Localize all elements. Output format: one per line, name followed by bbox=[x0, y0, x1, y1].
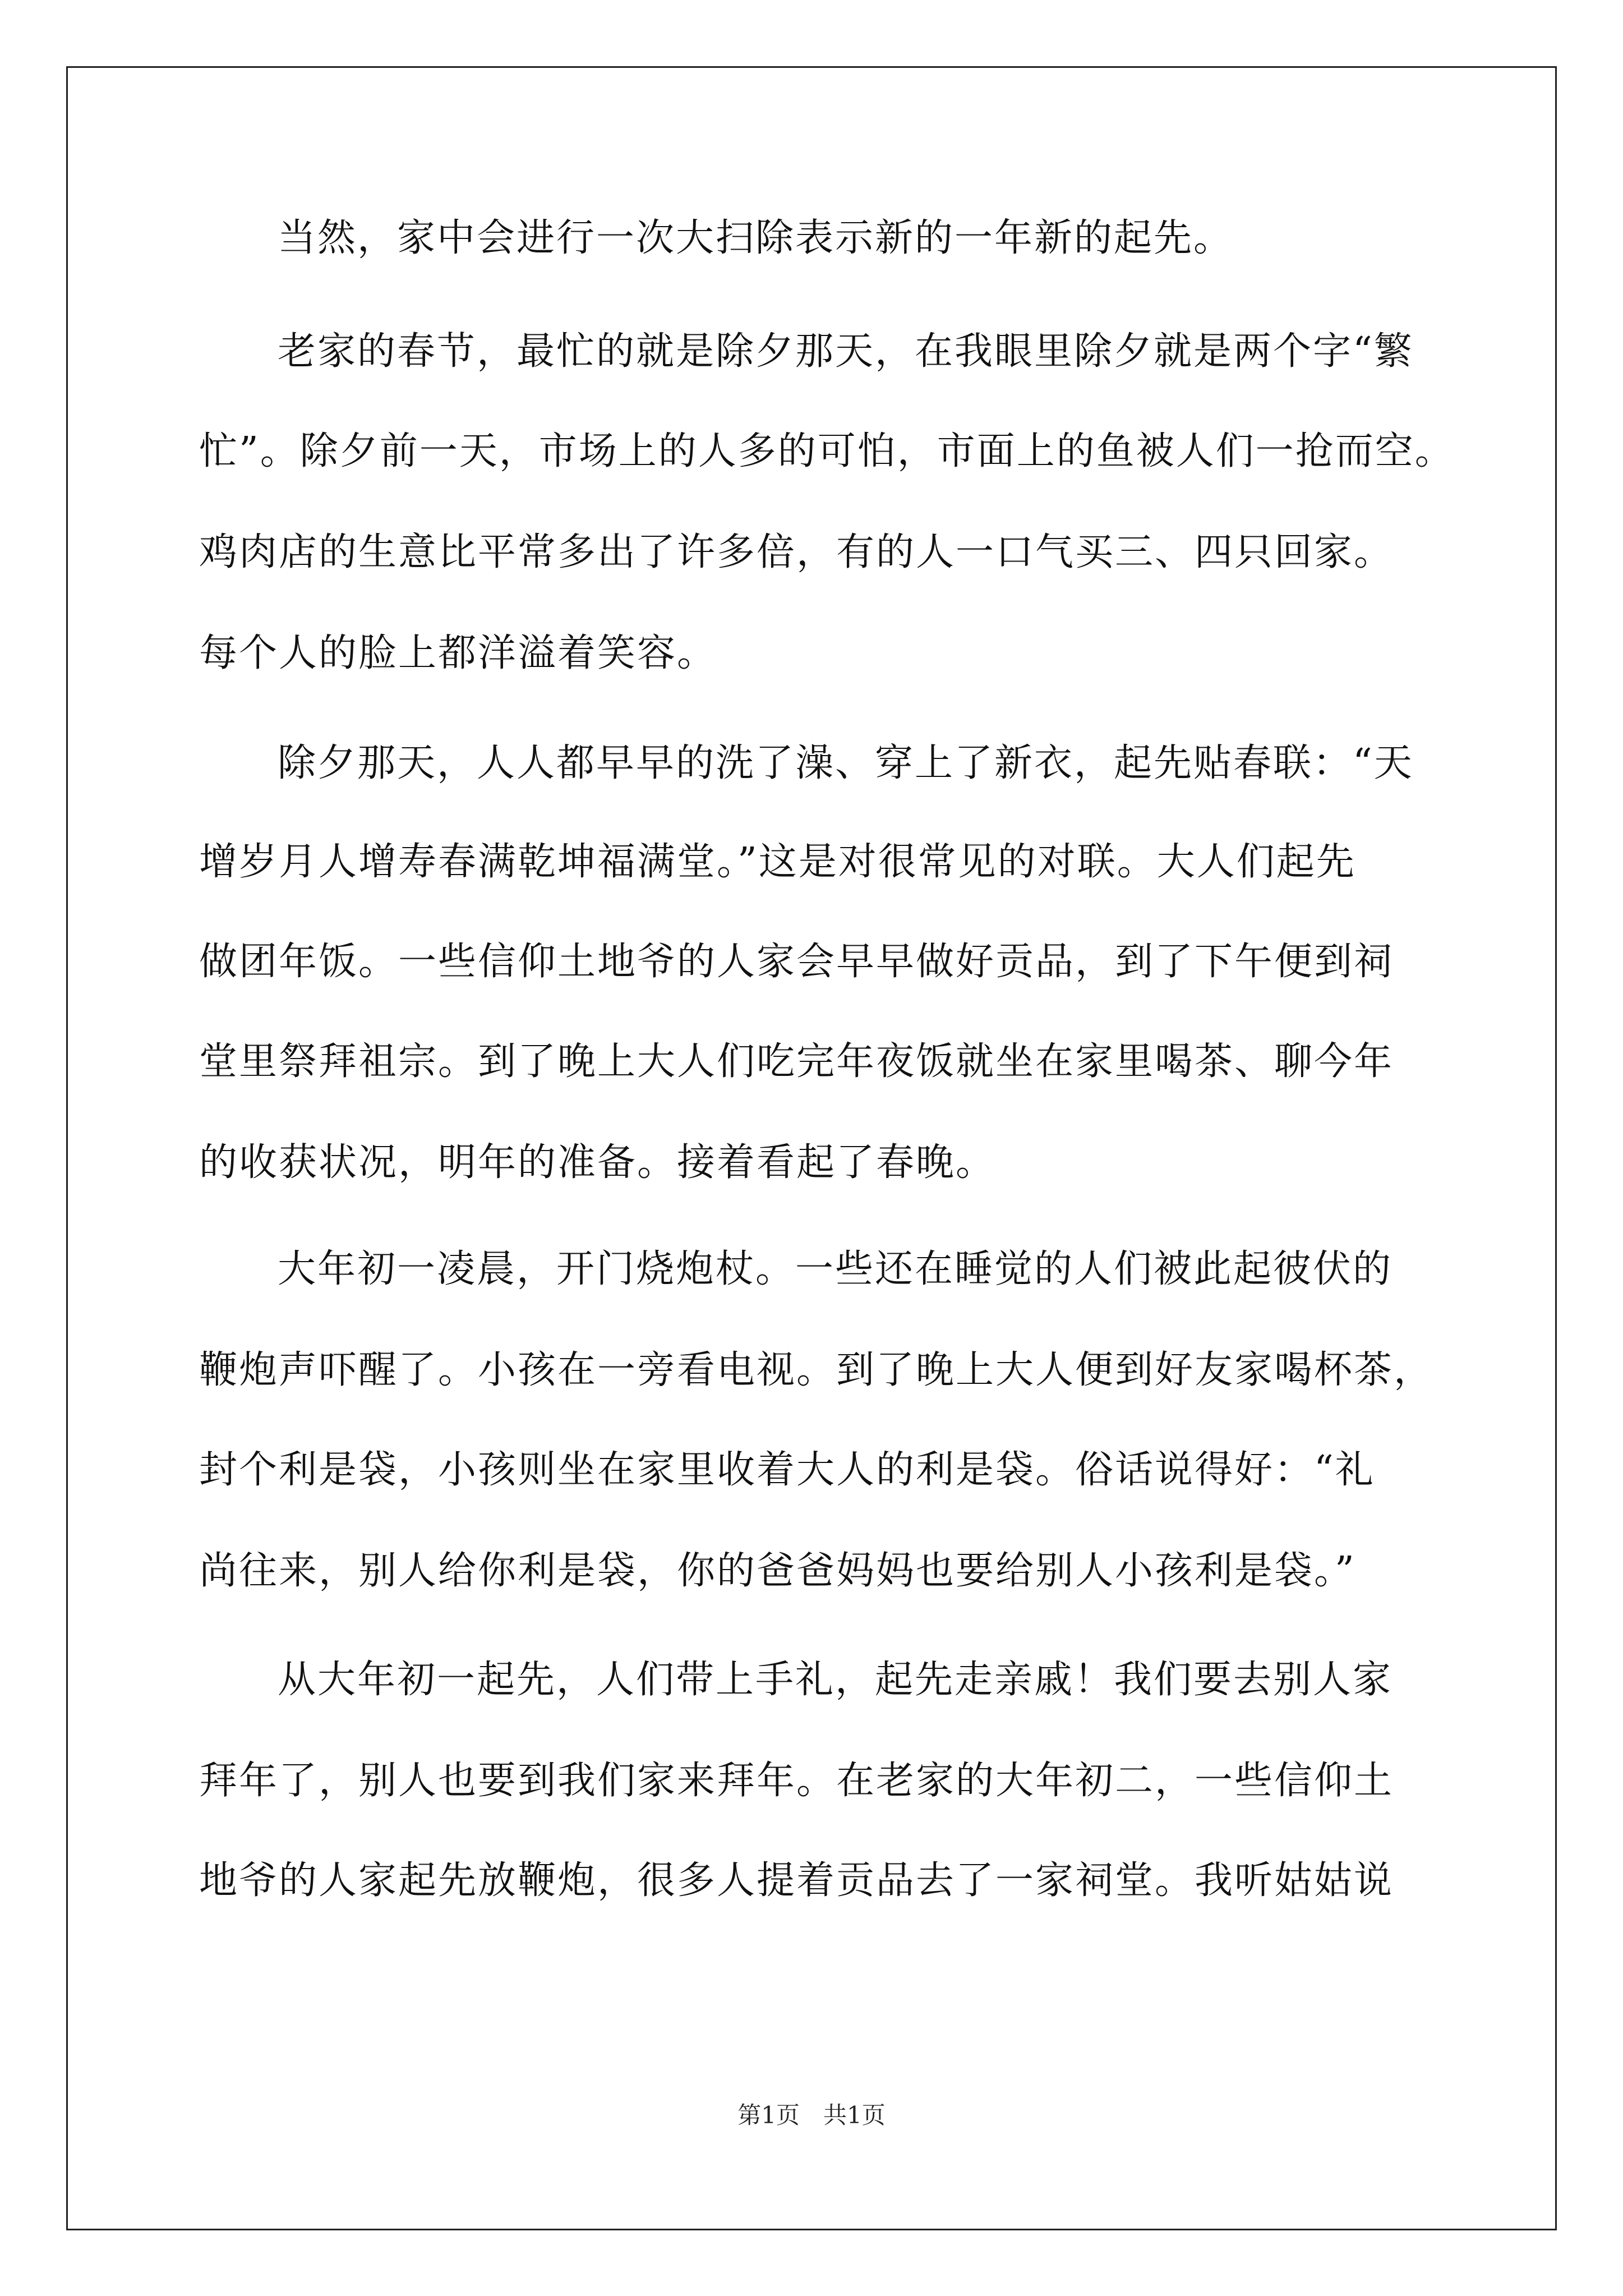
text-line: 增岁月人增寿春满乾坤福满堂。”这是对很常见的对联。大人们起先 bbox=[199, 840, 1356, 884]
text-line: 鸡肉店的生意比平常多出了许多倍，有的人一口气买三、四只回家。 bbox=[199, 530, 1394, 574]
text-line: 当然，家中会进行一次大扫除表示新的一年新的起先。 bbox=[278, 216, 1234, 260]
text-line: 地爷的人家起先放鞭炮，很多人提着贡品去了一家祠堂。我听姑姑说 bbox=[199, 1858, 1394, 1903]
text-line: 堂里祭拜祖宗。到了晚上大人们吃完年夜饭就坐在家里喝茶、聊今年 bbox=[199, 1039, 1394, 1084]
text-line: 拜年了，别人也要到我们家来拜年。在老家的大年初二，一些信仰土 bbox=[199, 1759, 1394, 1803]
text-line: 鞭炮声吓醒了。小孩在一旁看电视。到了晚上大人便到好友家喝杯茶， bbox=[199, 1348, 1434, 1392]
text-line: 封个利是袋，小孩则坐在家里收着大人的利是袋。俗话说得好：“礼 bbox=[199, 1448, 1375, 1492]
text-line: 尚往来，别人给你利是袋，你的爸爸妈妈也要给别人小孩利是袋。” bbox=[199, 1549, 1356, 1593]
text-line: 的收获状况，明年的准备。接着看起了春晚。 bbox=[199, 1140, 996, 1185]
text-line: 做团年饭。一些信仰土地爷的人家会早早做好贡品，到了下午便到祠 bbox=[199, 940, 1394, 984]
text-line: 每个人的脸上都洋溢着笑容。 bbox=[199, 631, 717, 675]
text-line: 老家的春节，最忙的就是除夕那天，在我眼里除夕就是两个字“繁 bbox=[278, 329, 1414, 374]
text-line: 忙”。除夕前一天，市场上的人多的可怕，市面上的鱼被人们一抢而空。 bbox=[199, 429, 1455, 473]
page-number-footer: 第1页 共1页 bbox=[737, 2101, 886, 2129]
text-line: 从大年初一起先，人们带上手礼，起先走亲戚！我们要去别人家 bbox=[278, 1658, 1393, 1702]
text-line: 除夕那天，人人都早早的洗了澡、穿上了新衣，起先贴春联：“天 bbox=[278, 741, 1414, 785]
text-line: 大年初一凌晨，开门烧炮杖。一些还在睡觉的人们被此起彼伏的 bbox=[278, 1247, 1393, 1291]
